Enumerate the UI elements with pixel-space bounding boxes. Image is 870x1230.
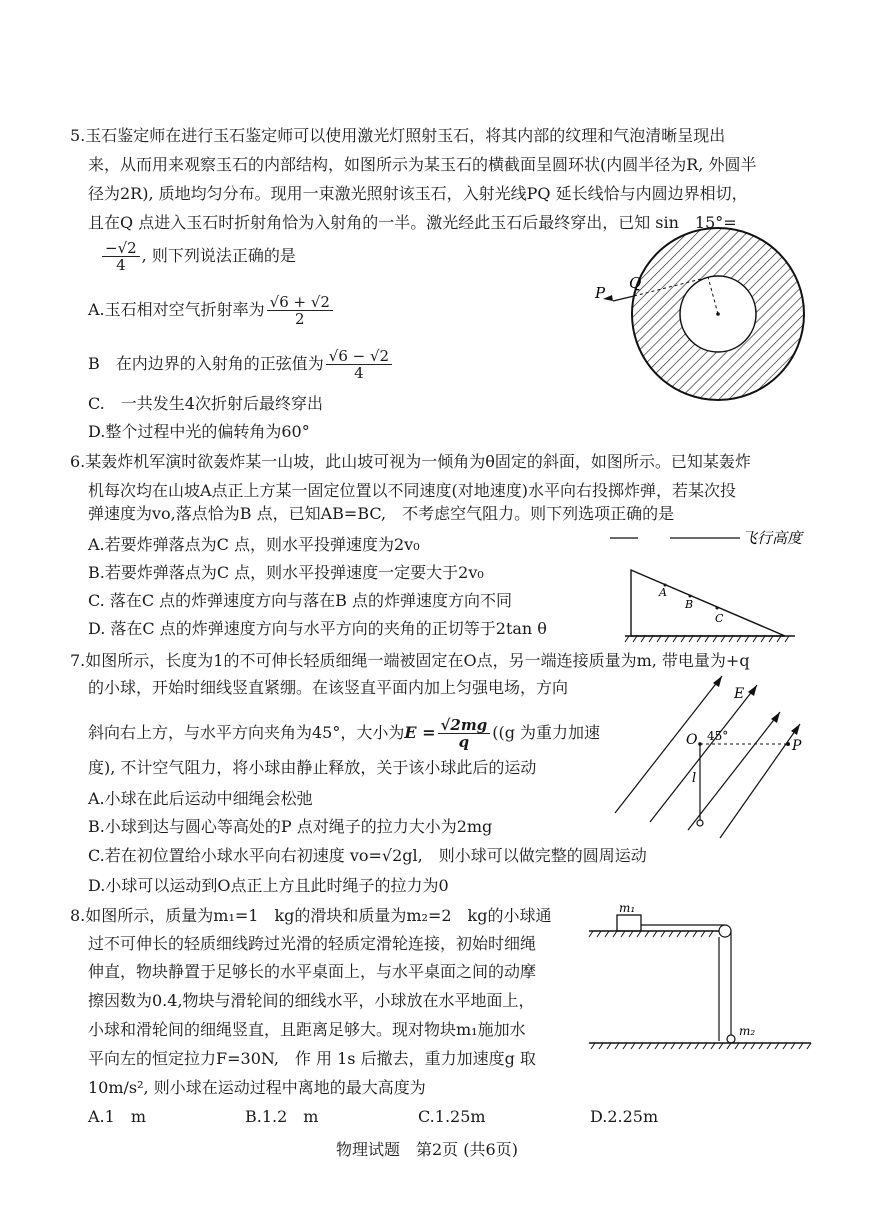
- field-e-fraction: [438, 717, 491, 750]
- q8-line-4: 擦因数为0.4,物块与滑轮间的细线水平，小球放在水平地面上，: [88, 991, 535, 1010]
- q8-option-a: A.1 m: [88, 1107, 146, 1126]
- q7-option-b: B.小球到达与圆心等高处的P 点对绳子的拉力大小为2mg: [88, 817, 493, 836]
- sin15-fraction: [102, 240, 140, 273]
- q5-ring-figure: [565, 226, 805, 406]
- q5-option-a-text: A.玉石相对空气折射率为: [88, 300, 265, 319]
- label-l: l: [692, 771, 697, 786]
- q5-line-3: 径为2R), 质地均匀分布。现用一束激光照射该玉石，入射光线PQ 延长线恰与内圆边界相切，: [88, 184, 748, 203]
- label-m2: m₂: [739, 1024, 756, 1038]
- point-o: [698, 742, 702, 746]
- field-e-numerator: √2mg: [438, 717, 491, 734]
- q5-option-a-denominator: 2: [295, 310, 305, 328]
- q5-option-a: [88, 290, 335, 330]
- q7-option-a: A.小球在此后运动中细绳会松弛: [88, 789, 313, 808]
- sin15-denominator: 4: [116, 256, 126, 274]
- q5-option-b-text: B 在内边界的入射角的正弦值为: [88, 354, 324, 373]
- sin15-numerator: −√2: [102, 240, 140, 257]
- q7-field-figure: [610, 670, 810, 840]
- page-footer: 物理试题 第2页 (共6页): [336, 1140, 518, 1159]
- label-q: Q: [629, 274, 642, 292]
- q6-option-d: D. 落在C 点的炸弹速度方向与水平方向的夹角的正切等于2tan θ: [88, 619, 547, 638]
- q8-line-5: 小球和滑轮间的细绳竖直，且距离足够大。现对物块m₁施加水: [88, 1020, 526, 1039]
- q5-line-1: 5.玉石鉴定师在进行玉石鉴定师可以使用激光灯照射玉石，将其内部的纹理和气泡清晰呈现出: [70, 126, 726, 145]
- q5-option-b: [88, 344, 394, 384]
- q8-option-d: D.2.25m: [590, 1107, 659, 1126]
- label-b: B: [685, 598, 694, 611]
- q5-line-5: [100, 238, 296, 274]
- ball: [697, 820, 703, 826]
- q7-line-3-end: ((g 为重力加速: [492, 723, 601, 742]
- label-angle: 45°: [707, 729, 729, 743]
- q8-line-2: 过不可伸长的轻质细线跨过光滑的轻质定滑轮连接，初始时细绳: [88, 934, 537, 953]
- ground-hatch: [625, 636, 789, 642]
- pulley: [719, 925, 731, 937]
- q5-option-b-fraction: [326, 348, 392, 381]
- q7-line-2: 的小球，开始时细线竖直紧绷。在该竖直平面内加上匀强电场，方向: [88, 678, 569, 697]
- ground-hatch: [591, 1043, 811, 1049]
- q6-line-1: 6.某轰炸机军演时欲轰炸某一山坡，此山坡可视为一倾角为θ固定的斜面，如图所示。已知某轰炸: [70, 452, 751, 471]
- table-hatch: [589, 931, 713, 937]
- q8-pulley-figure: [585, 895, 815, 1055]
- label-m1: m₁: [619, 901, 636, 915]
- q6-option-a: A.若要炸弹落点为C 点，则水平投弹速度为2v₀: [88, 535, 420, 554]
- q5-option-b-numerator: √6 − √2: [326, 348, 392, 365]
- q6-line-3: 弹速度为vo,落点恰为B 点，已知AB=BC, 不考虑空气阻力。则下列选项正确的是: [88, 504, 675, 523]
- q8-line-3: 伸直，物块静置于足够长的水平桌面上，与水平桌面之间的动摩: [88, 962, 537, 981]
- q8-line-1: 8.如图所示，质量为m₁=1 kg的滑块和质量为m₂=2 kg的小球通: [70, 906, 552, 925]
- q7-option-c: C.若在初位置给小球水平向右初速度 vo=√2gl, 则小球可以做完整的圆周运动: [88, 846, 647, 865]
- flight-height-label: 飞行高度: [742, 529, 803, 547]
- field-e-symbol: E =: [404, 723, 436, 742]
- q5-option-a-numerator: √6 + √2: [267, 294, 333, 311]
- q6-option-b: B.若要炸弹落点为C 点，则水平投弹速度一定要大于2v₀: [88, 563, 484, 582]
- q8-line-6: 平向左的恒定拉力F=30N, 作 用 1s 后撤去，重力加速度g 取: [88, 1049, 536, 1068]
- label-o: O: [686, 732, 698, 748]
- q6-option-c: C. 落在C 点的炸弹速度方向与落在B 点的炸弹速度方向不同: [88, 591, 513, 610]
- q5-option-c: C. 一共发生4次折射后最终穿出: [88, 394, 323, 413]
- incident-ray: [613, 296, 634, 301]
- label-p: P: [595, 284, 606, 302]
- label-a: A: [659, 586, 667, 599]
- q8-option-b: B.1.2 m: [245, 1107, 319, 1126]
- label-p: P: [792, 738, 802, 754]
- q7-line-1: 7.如图所示，长度为1的不可伸长轻质细绳一端被固定在O点，另一端连接质量为m, 带电量为+q: [70, 651, 750, 670]
- block-m1: [617, 915, 641, 931]
- q7-line-3: [88, 713, 600, 753]
- q5-option-d: D.整个过程中光的偏转角为60°: [88, 422, 310, 441]
- point-c: [716, 607, 719, 610]
- q5-option-b-denominator: 4: [354, 364, 364, 382]
- q6-slope-figure: [605, 524, 815, 644]
- q8-option-c: C.1.25m: [418, 1107, 486, 1126]
- q7-option-d: D.小球可以运动到O点正上方且此时绳子的拉力为0: [88, 876, 449, 895]
- label-c: C: [715, 612, 724, 625]
- q5-line-2: 来，从而用来观察玉石的内部结构，如图所示为某玉石的横截面呈圆环状(内圆半径为R, 外圆半: [88, 155, 757, 174]
- slope-incline: [631, 570, 785, 636]
- q7-line-4: 度), 不计空气阻力，将小球由静止释放，关于该小球此后的运动: [88, 758, 537, 777]
- q6-line-2: 机每次均在山坡A点正上方某一固定位置以不同速度(对地速度)水平向右投掷炸弹，若某次投: [88, 481, 737, 500]
- q7-line-3-text: 斜向右上方，与水平方向夹角为45°，大小为: [88, 723, 405, 742]
- label-e: E: [734, 686, 745, 702]
- q5-option-a-fraction: [267, 294, 333, 327]
- field-lines: [615, 676, 800, 838]
- ball-m2: [727, 1035, 735, 1043]
- q8-line-7: 10m/s², 则小球在运动过程中离地的最大高度为: [88, 1078, 426, 1097]
- field-arrow-4: [791, 724, 800, 735]
- field-e-denominator: q: [458, 733, 470, 751]
- point-p: [786, 742, 790, 746]
- q5-stem-end: , 则下列说法正确的是: [141, 246, 296, 265]
- q5-line-4: 且在Q 点进入玉石时折射角恰为入射角的一半。激光经此玉石后最终穿出，已知 sin 15°=: [88, 213, 737, 232]
